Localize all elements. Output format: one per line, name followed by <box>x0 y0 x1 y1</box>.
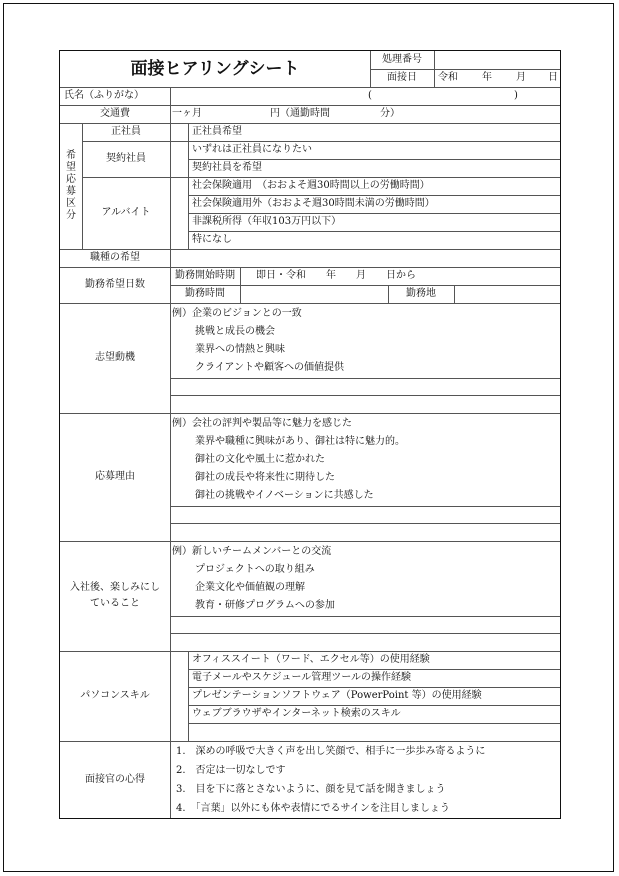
parttime-check[interactable] <box>170 195 188 213</box>
work-location-label: 勤務地 <box>406 288 436 299</box>
date-year: 年 <box>482 72 492 83</box>
fulltime-check[interactable] <box>170 123 188 141</box>
reason-line: 業界や職種に興味があり、御社は特に魅力的。 <box>195 436 405 447</box>
per-month-text: 一ヶ月 <box>172 108 202 119</box>
after-join-label <box>60 541 170 651</box>
parttime-option: 社会保険適用 （おおよそ週30時間以上の労働時間） <box>192 180 430 191</box>
motivation-line: 業界への情熱と興味 <box>195 344 285 355</box>
pc-skill-blank[interactable] <box>188 723 560 741</box>
parttime-check[interactable] <box>170 213 188 231</box>
after-join-line: 企業文化や価値観の理解 <box>195 582 305 593</box>
date-month: 月 <box>516 72 526 83</box>
motivation-label: 志望動機 <box>95 352 135 363</box>
contract-check[interactable] <box>170 141 188 159</box>
start-time-label: 勤務開始時期 <box>175 270 235 281</box>
pc-skill-check[interactable] <box>170 669 188 687</box>
work-days-label: 勤務希望日数 <box>85 279 145 290</box>
after-join-blank-line[interactable] <box>170 616 560 633</box>
processing-number-field[interactable] <box>434 51 560 69</box>
transport-field[interactable] <box>170 105 560 123</box>
after-join-line: 教育・研修プログラムへの参加 <box>195 600 335 611</box>
fulltime-label: 正社員 <box>111 126 141 137</box>
reason-line: 例）会社の評判や製品等に魅力を感じた <box>172 418 352 429</box>
page-title: 面接ヒアリングシート <box>130 58 300 79</box>
interviewer-tip: 3. 目を下に落とさないように、顔を見て話を聞きましょう <box>176 784 446 795</box>
reason-line: 御社の挑戦やイノベーションに共感した <box>195 490 374 501</box>
interview-date-label: 面接日 <box>387 72 417 83</box>
pc-skill-check[interactable] <box>170 723 188 741</box>
pc-skill-check[interactable] <box>170 651 188 669</box>
processing-number-label: 処理番号 <box>382 54 422 65</box>
transport-label: 交通費 <box>100 108 130 119</box>
desired-category-char: 望 <box>66 162 76 173</box>
job-type-label: 職種の希望 <box>90 252 140 263</box>
interviewer-tip: 1. 深めの呼吸で大きく声を出し笑顔で、相手に一歩歩み寄るように <box>176 746 486 757</box>
motivation-line: クライアントや顧客への価値提供 <box>195 362 344 373</box>
desired-category-label <box>60 123 82 249</box>
name-field[interactable] <box>170 87 560 105</box>
desired-category-char: 分 <box>66 210 76 221</box>
yen-commute-text: 円（通勤時間 <box>270 108 330 119</box>
fulltime-option: 正社員希望 <box>192 126 242 137</box>
minutes-text: 分） <box>380 108 400 119</box>
desired-category-char: 希 <box>66 150 76 161</box>
after-join-label-line: 入社後、楽しみにし <box>70 582 160 593</box>
furigana-paren-close: ) <box>514 90 518 101</box>
reason-blank-line[interactable] <box>170 506 560 523</box>
pc-skill-check[interactable] <box>170 687 188 705</box>
work-hours-label: 勤務時間 <box>185 288 225 299</box>
parttime-check[interactable] <box>170 231 188 249</box>
name-label: 氏名（ふりがな） <box>64 90 144 101</box>
desired-category-char: 区 <box>66 198 76 209</box>
interviewer-tip: 2. 否定は一切なしです <box>176 765 286 776</box>
after-join-blank-line[interactable] <box>170 633 560 651</box>
parttime-label: アルバイト <box>101 207 151 218</box>
pc-skill-item: オフィススイート（ワード、エクセル等）の使用経験 <box>192 654 430 665</box>
contract-label: 契約社員 <box>106 153 146 164</box>
date-day: 日 <box>548 72 558 83</box>
desired-category-char: 募 <box>66 186 76 197</box>
after-join-line: プロジェクトへの取り組み <box>195 564 315 575</box>
parttime-option: 社会保険適用外（おおよそ週30時間未満の労働時間） <box>192 198 435 209</box>
contract-check[interactable] <box>170 159 188 177</box>
after-join-line: 例）新しいチームメンバーとの交流 <box>172 546 332 557</box>
interviewer-tips-label: 面接官の心得 <box>85 773 145 785</box>
work-location-field[interactable] <box>454 285 560 303</box>
motivation-blank-line[interactable] <box>170 395 560 413</box>
pc-skill-check[interactable] <box>170 705 188 723</box>
start-time-value[interactable]: 即日・令和 年 月 日から <box>256 270 416 281</box>
parttime-check[interactable] <box>170 177 188 195</box>
pc-skill-item: プレゼンテーションソフトウェア（PowerPoint 等）の使用経験 <box>192 690 482 701</box>
parttime-option: 特になし <box>192 234 232 245</box>
desired-category-char: 応 <box>66 174 76 185</box>
pc-skills-label: パソコンスキル <box>80 690 150 701</box>
interviewer-tip: 4. 「言葉」以外にも体や表情にでるサインを注目しましょう <box>176 803 450 814</box>
motivation-line: 挑戦と成長の機会 <box>195 326 275 337</box>
work-hours-field[interactable] <box>240 285 388 303</box>
contract-option: いずれは正社員になりたい <box>192 144 312 155</box>
reason-line: 御社の文化や風土に惹かれた <box>195 454 325 465</box>
furigana-paren-open: ( <box>368 90 372 101</box>
reason-blank-line[interactable] <box>170 523 560 541</box>
reason-line: 御社の成長や将来性に期待した <box>195 472 335 483</box>
contract-option: 契約社員を希望 <box>192 162 262 173</box>
pc-skill-item: ウェブブラウザやインターネット検索のスキル <box>192 708 401 719</box>
job-type-field[interactable] <box>170 249 560 267</box>
parttime-option: 非課税所得（年収103万円以下） <box>192 216 342 227</box>
motivation-line: 例）企業のビジョンとの一致 <box>172 308 302 319</box>
interview-date-field[interactable] <box>434 69 560 87</box>
reason-label: 応募理由 <box>95 471 135 482</box>
hearing-sheet-table <box>59 50 561 819</box>
date-era: 令和 <box>438 72 458 83</box>
after-join-label-line: ていること <box>90 598 140 609</box>
motivation-blank-line[interactable] <box>170 378 560 395</box>
pc-skill-item: 電子メールやスケジュール管理ツールの操作経験 <box>192 672 411 683</box>
